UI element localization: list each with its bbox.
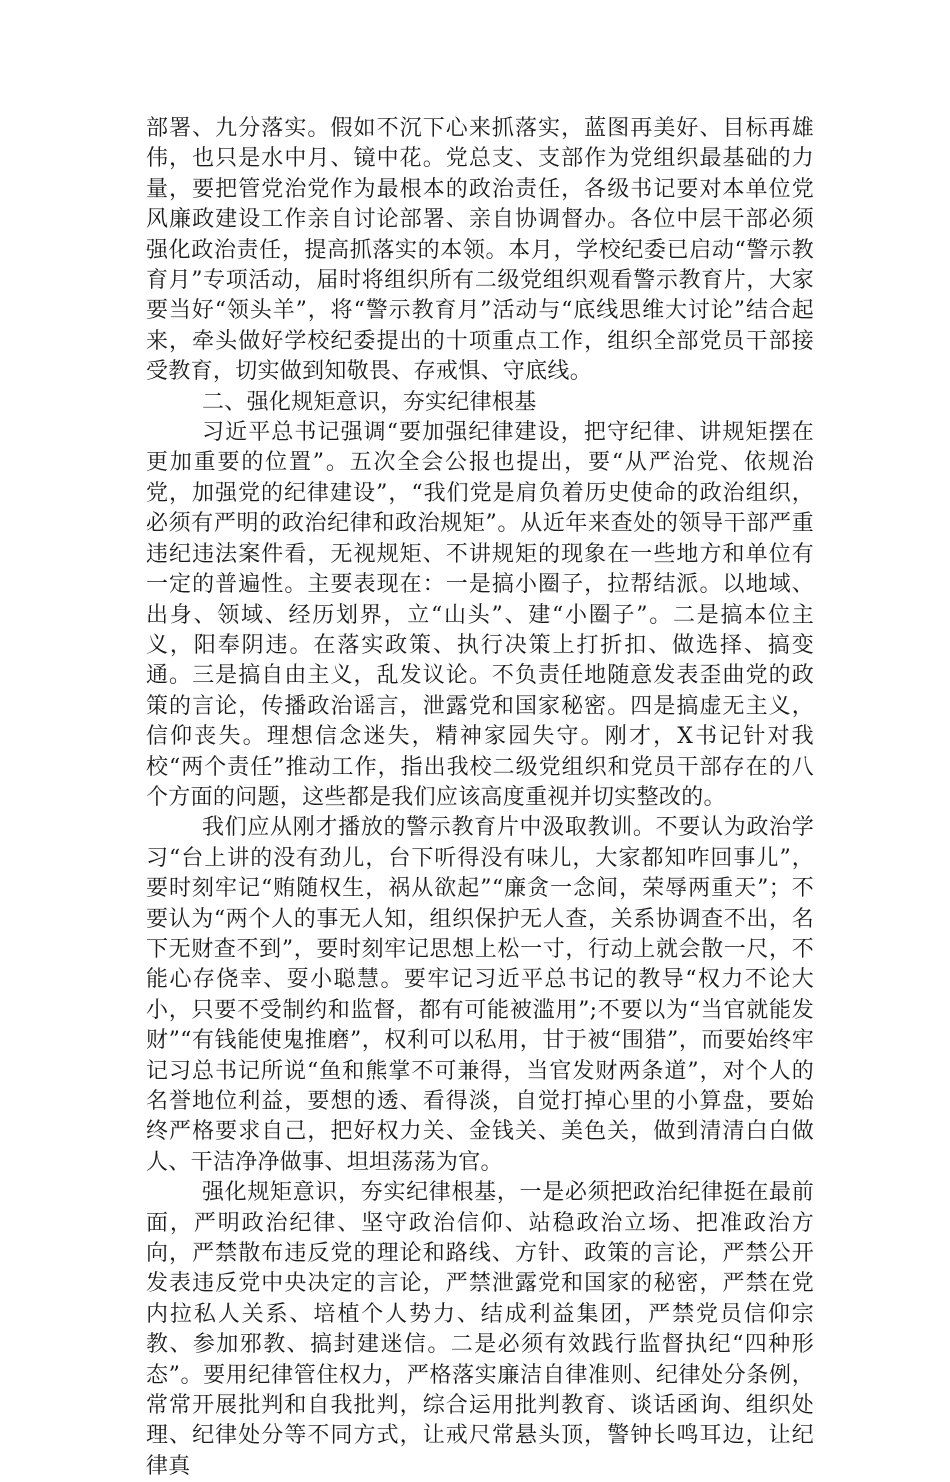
- paragraph-2: 习近平总书记强调“要加强纪律建设，把守纪律、讲规矩摆在更加重要的位置”。五次全会公报也提出，要“从严治党、依规治党，加强党的纪律建设”，“我们党是肩负着历史使命的政治组织，必须有严明的政治纪律和政治规矩”。从近年来查处的领导干部严重违纪违法案件看，无视规矩、不讲规矩的现象在一些地方和单位有一定的普遍性。主要表现在：一是搞小圈子，拉帮结派。以地域、出身、领域、经历划界，立“山头”、建“小圈子”。二是搞本位主义，阳奉阴违。在落实政策、执行决策上打折扣、做选择、搞变通。三是搞自由主义，乱发议论。不负责任地随意发表歪曲党的政策的言论，传播政治谣言，泄露党和国家秘密。四是搞虚无主义，信仰丧失。理想信念迷失，精神家园失守。刚才，X书记针对我校“两个责任”推动工作，指出我校二级党组织和党员干部存在的八个方面的问题，这些都是我们应该高度重视并切实整改的。: [146, 420, 814, 810]
- paragraph-1: 部署、九分落实。假如不沉下心来抓落实，蓝图再美好、目标再雄伟，也只是水中月、镜中花。党总支、支部作为党组织最基础的力量，要把管党治党作为最根本的政治责任，各级书记要对本单位党风廉政建设工作亲自讨论部署、亲自协调督办。各位中层干部必须强化政治责任，提高抓落实的本领。本月，学校纪委已启动“警示教育月”专项活动，届时将组织所有二级党组织观看警示教育片，大家要当好“领头羊”，将“警示教育月”活动与“底线思维大讨论”结合起来，牵头做好学校纪委提出的十项重点工作，组织全部党员干部接受教育，切实做到知敬畏、存戒惧、守底线。: [146, 116, 814, 385]
- paragraph-3: 我们应从刚才播放的警示教育片中汲取教训。不要认为政治学习“台上讲的没有劲儿，台下听得没有味儿，大家都知咋回事儿”，要时刻牢记“贿随权生，祸从欲起”“廉贪一念间，荣辱两重天”；不要认为“两个人的事无人知，组织保护无人查，关系协调查不出，名下无财查不到”，要时刻牢记思想上松一寸，行动上就会散一尺，不能心存侥幸、耍小聪慧。要牢记习近平总书记的教导“权力不论大小，只要不受制约和监督，都有可能被滥用”;不要以为“当官就能发财”“有钱能使鬼推磨”，权利可以私用，甘于被“围猎”，而要始终牢记习总书记所说“鱼和熊掌不可兼得，当官发财两条道”，对个人的名誉地位利益，要想的透、看得淡，自觉打掉心里的小算盘，要始终严格要求自己，把好权力关、金钱关、美色关，做到清清白白做人、干洁净净做事、坦坦荡荡为官。: [146, 815, 814, 1175]
- section-heading: 二、强化规矩意识，夯实纪律根基: [202, 389, 537, 415]
- paragraph-4: 强化规矩意识，夯实纪律根基，一是必须把政治纪律挺在最前面，严明政治纪律、坚守政治信仰、站稳政治立场、把准政治方向，严禁散布违反党的理论和路线、方针、政策的言论，严禁公开发表违反党中央决定的言论，严禁泄露党和国家的秘密，严禁在党内拉私人关系、培植个人势力、结成利益集团，严禁党员信仰宗教、参加邪教、搞封建迷信。二是必须有效践行监督执纪“四种形态”。要用纪律管住权力，严格落实廉洁自律准则、纪律处分条例，常常开展批判和自我批判，综合运用批判教育、谈话函询、组织处理、纪律处分等不同方式，让戒尺常悬头顶，警钟长鸣耳边，让纪律真: [146, 1180, 814, 1479]
- document-body: [146, 114, 814, 1482]
